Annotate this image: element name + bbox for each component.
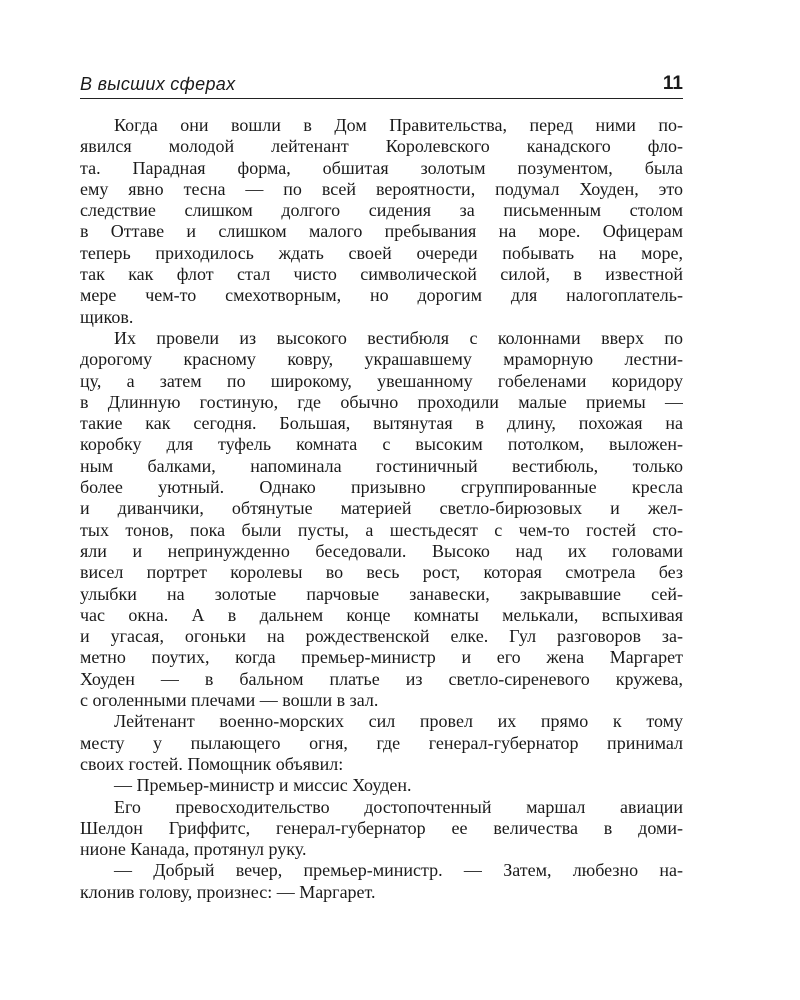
paragraph	[80, 115, 683, 328]
text-line: Его превосходительство достопочтенный маршал авиации	[114, 796, 683, 817]
text-line: Их провели из высокого вестибюля с колоннами вверх по	[114, 327, 683, 348]
text-line: месту у пылающего огня, где генерал-губернатор принимал	[80, 732, 683, 753]
text-line: нионе Канада, протянул руку.	[80, 839, 307, 860]
paragraph	[80, 775, 683, 796]
running-title: В высших сферах	[80, 74, 236, 94]
text-line: дорогому красному ковру, украшавшему мраморную лестни-	[80, 349, 683, 370]
body-text	[80, 115, 683, 903]
text-line: висел портрет королевы во весь рост, которая смотрела без	[80, 562, 683, 583]
text-line: и угасая, огоньки на рождественской елке. Гул разговоров за-	[80, 626, 683, 647]
book-page	[80, 72, 683, 903]
text-line: час окна. А в дальнем конце комнаты мелькали, вспыхивая	[80, 604, 683, 625]
text-line: цу, а затем по широкому, увешанному гобеленами коридору	[80, 370, 683, 391]
text-line: — Добрый вечер, премьер-министр. — Затем, любезно на-	[114, 860, 683, 881]
text-line: — Премьер-министр и миссис Хоуден.	[114, 775, 412, 796]
text-line: Хоуден — в бальном платье из светло-сиреневого кружева,	[80, 668, 683, 689]
text-line: коробку для туфель комната с высоким потолком, выложен-	[80, 434, 683, 455]
text-line: яли и непринужденно беседовали. Высоко над их головами	[80, 540, 683, 561]
text-line: Шелдон Гриффитс, генерал-губернатор ее величества в доми-	[80, 817, 683, 838]
text-line: более уютный. Однако призывно сгруппированные кресла	[80, 477, 683, 498]
text-line: теперь приходилось ждать своей очереди побывать на море,	[80, 242, 683, 263]
text-line: Когда они вошли в Дом Правительства, перед ними по-	[114, 115, 683, 135]
text-line: ему явно тесна — по всей вероятности, подумал Хоуден, это	[80, 178, 683, 199]
text-line: улыбки на золотые парчовые занавески, закрывавшие сей-	[80, 583, 683, 604]
text-line: Лейтенант военно-морских сил провел их прямо к тому	[114, 711, 683, 732]
text-line: мере чем-то смехотворным, но дорогим для налогоплатель-	[80, 285, 683, 306]
page-number: 11	[662, 73, 683, 94]
text-line: следствие слишком долгого сидения за письменным столом	[80, 200, 683, 221]
text-line: клонив голову, произнес: — Маргарет.	[80, 881, 376, 902]
running-header	[80, 72, 683, 99]
text-line: явился молодой лейтенант Королевского канадского фло-	[80, 136, 683, 157]
paragraph	[80, 860, 683, 903]
text-line: своих гостей. Помощник объявил:	[80, 753, 344, 774]
text-line: щиков.	[80, 306, 134, 327]
text-line: с оголенными плечами — вошли в зал.	[80, 690, 379, 711]
text-line: и диванчики, обтянутые материей светло-бирюзовых и жел-	[80, 498, 683, 519]
paragraph	[80, 797, 683, 861]
text-line: так как флот стал чисто символической силой, в известной	[80, 264, 683, 285]
text-line: ным балками, напоминала гостиничный вестибюль, только	[80, 455, 683, 476]
text-line: такие как сегодня. Большая, вытянутая в длину, похожая на	[80, 413, 683, 434]
paragraph	[80, 711, 683, 775]
text-line: в Длинную гостиную, где обычно проходили малые приемы —	[80, 391, 683, 412]
text-line: та. Парадная форма, обшитая золотым позументом, была	[80, 157, 683, 178]
paragraph	[80, 328, 683, 711]
text-line: метно поутих, когда премьер-министр и его жена Маргарет	[80, 647, 683, 668]
text-line: в Оттаве и слишком малого пребывания на море. Офицерам	[80, 221, 683, 242]
text-line: тых тонов, пока были пусты, а шестьдесят с чем-то гостей сто-	[80, 519, 683, 540]
